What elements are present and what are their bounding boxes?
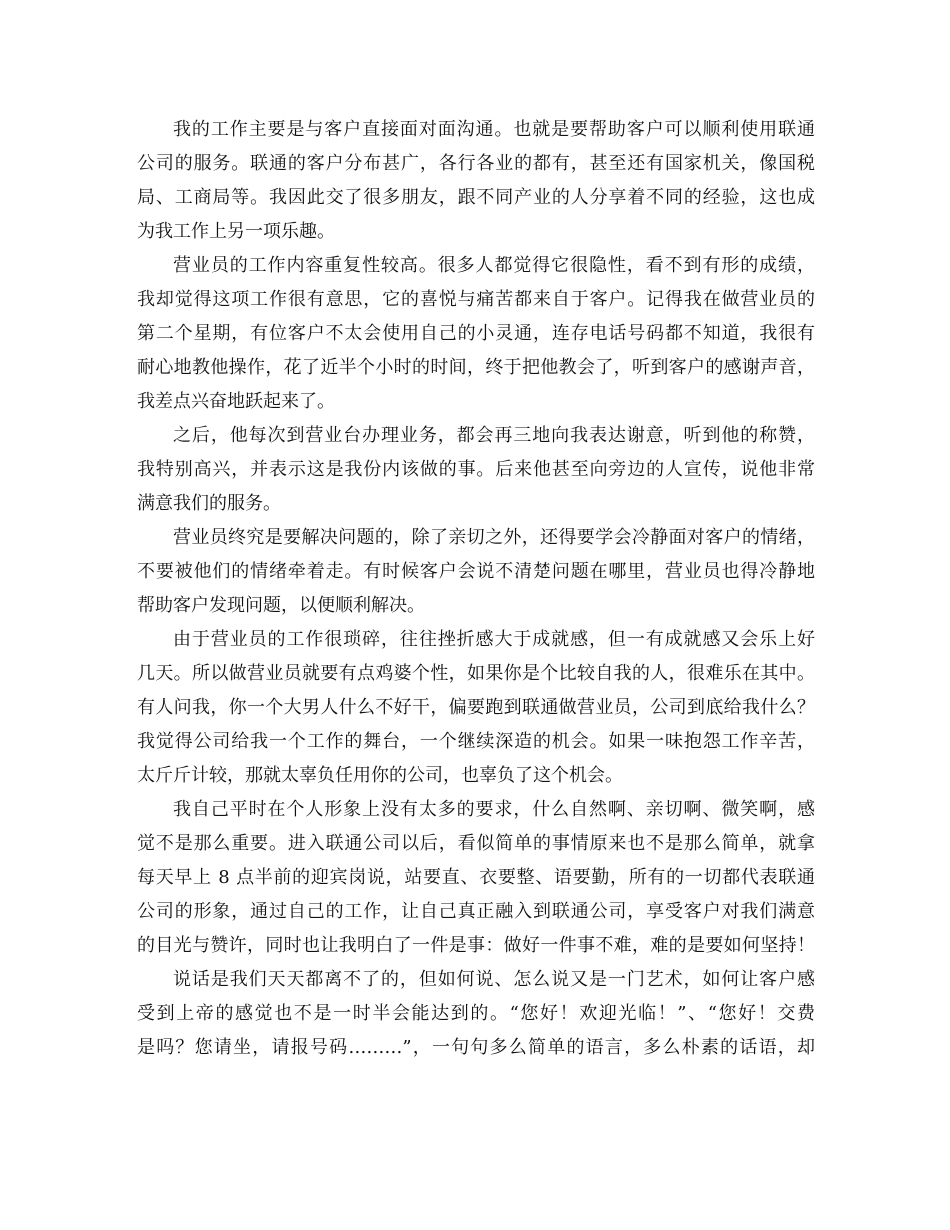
text-line: 为我工作上另一项乐趣。 bbox=[137, 221, 335, 242]
paragraph-6 bbox=[137, 793, 815, 963]
text-line: 我觉得公司给我一个工作的舞台，一个继续深造的机会。如果一味抱怨工作辛苦， bbox=[137, 731, 815, 752]
text-line: 有人问我，你一个大男人什么不好干，偏要跑到联通做营业员，公司到底给我什么？ bbox=[137, 697, 815, 718]
text-line: 局、工商局等。我因此交了很多朋友，跟不同产业的人分享着不同的经验，这也成 bbox=[137, 187, 815, 208]
text-line: 公司的形象，通过自己的工作，让自己真正融入到联通公司，享受客户对我们满意 bbox=[137, 901, 815, 922]
text-line: 营业员终究是要解决问题的，除了亲切之外，还得要学会冷静面对客户的情绪， bbox=[173, 527, 815, 548]
text-line: 之后，他每次到营业台办理业务，都会再三地向我表达谢意，听到他的称赞， bbox=[173, 425, 815, 446]
paragraph-2 bbox=[137, 249, 815, 419]
text-line: 觉不是那么重要。进入联通公司以后，看似简单的事情原来也不是那么简单，就拿 bbox=[137, 833, 815, 854]
paragraph-3 bbox=[137, 419, 815, 521]
text-line: 我却觉得这项工作很有意思，它的喜悦与痛苦都来自于客户。记得我在做营业员的 bbox=[137, 289, 815, 310]
text-line: 几天。所以做营业员就要有点鸡婆个性，如果你是个比较自我的人，很难乐在其中。 bbox=[137, 663, 815, 684]
text-line: 的目光与赞许，同时也让我明白了一件是事：做好一件事不难，难的是要如何坚持！ bbox=[137, 935, 815, 956]
text-line: 帮助客户发现问题，以便顺利解决。 bbox=[137, 595, 425, 616]
text-line: 太斤斤计较，那就太辜负任用你的公司，也辜负了这个机会。 bbox=[137, 765, 623, 786]
text-line: 受到上帝的感觉也不是一时半会能达到的。“您好！欢迎光临！”、“您好！交费 bbox=[137, 1003, 815, 1024]
text-line: 我特别高兴，并表示这是我份内该做的事。后来他甚至向旁边的人宣传，说他非常 bbox=[137, 459, 815, 480]
text-line: 是吗？您请坐，请报号码………”，一句句多么简单的语言，多么朴素的话语，却 bbox=[137, 1037, 815, 1058]
document-page bbox=[137, 113, 815, 1065]
text-line: 我自己平时在个人形象上没有太多的要求，什么自然啊、亲切啊、微笑啊，感 bbox=[173, 799, 815, 820]
paragraph-4 bbox=[137, 521, 815, 623]
text-line: 第二个星期，有位客户不太会使用自己的小灵通，连存电话号码都不知道，我很有 bbox=[137, 323, 815, 344]
text-line: 公司的服务。联通的客户分布甚广，各行各业的都有，甚至还有国家机关，像国税 bbox=[137, 153, 815, 174]
text-line: 由于营业员的工作很琐碎，往往挫折感大于成就感，但一有成就感又会乐上好 bbox=[173, 629, 815, 650]
text-line: 耐心地教他操作，花了近半个小时的时间，终于把他教会了，听到客户的感谢声音， bbox=[137, 357, 815, 378]
text-line: 每天早上 8 点半前的迎宾岗说，站要直、衣要整、语要勤，所有的一切都代表联通 bbox=[137, 867, 815, 888]
paragraph-7 bbox=[137, 963, 815, 1065]
text-line: 我的工作主要是与客户直接面对面沟通。也就是要帮助客户可以顺利使用联通 bbox=[173, 119, 815, 140]
paragraph-1 bbox=[137, 113, 815, 249]
text-line: 我差点兴奋地跃起来了。 bbox=[137, 391, 335, 412]
text-line: 营业员的工作内容重复性较高。很多人都觉得它很隐性，看不到有形的成绩， bbox=[173, 255, 815, 276]
paragraph-5 bbox=[137, 623, 815, 793]
text-line: 说话是我们天天都离不了的，但如何说、怎么说又是一门艺术，如何让客户感 bbox=[173, 969, 815, 990]
text-line: 不要被他们的情绪牵着走。有时候客户会说不清楚问题在哪里，营业员也得冷静地 bbox=[137, 561, 815, 582]
text-line: 满意我们的服务。 bbox=[137, 493, 281, 514]
